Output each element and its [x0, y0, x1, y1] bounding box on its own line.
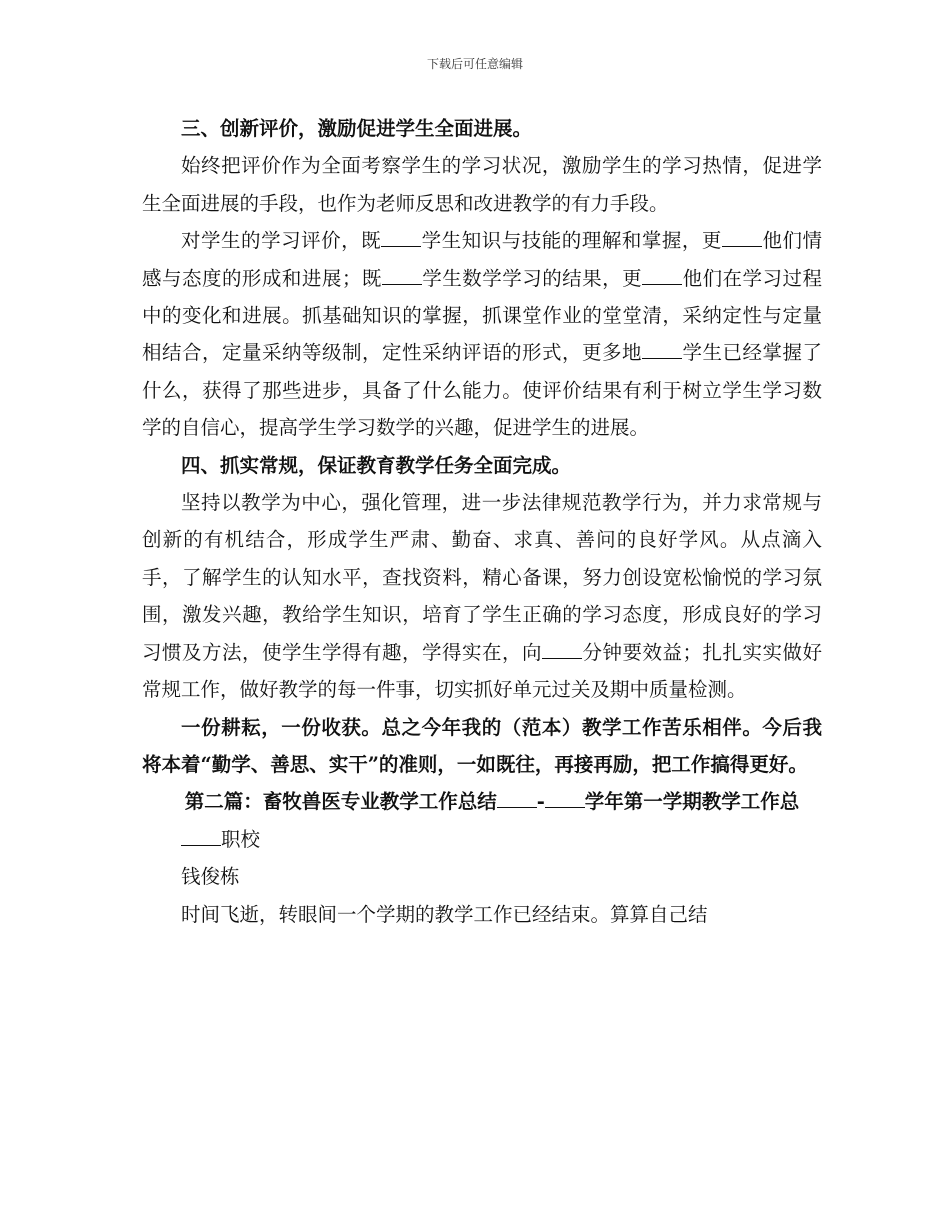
- fill-blank: [497, 790, 537, 809]
- section-4-paragraph-1: [142, 484, 822, 708]
- text-run: 学生知识与技能的理解和掌握，更: [421, 229, 722, 253]
- fill-blank: [542, 640, 582, 659]
- page-header: 下载后可任意编辑: [426, 57, 523, 71]
- fill-blank: [181, 827, 221, 846]
- fill-blank: [381, 229, 421, 248]
- section-3-heading: 三、创新评价，激励促进学生全面进展。: [181, 117, 533, 140]
- fill-blank: [382, 266, 422, 285]
- school-name: 职校: [220, 827, 260, 851]
- text-run: 学生数学学习的结果，更: [421, 266, 643, 290]
- fill-blank: [545, 790, 585, 809]
- text-run: 对学生的学习评价，既: [181, 229, 382, 253]
- document-body: [142, 110, 822, 933]
- title-text: 第二篇：畜牧兽医专业教学工作总结: [184, 790, 497, 814]
- closing-paragraph: 一份耕耘，一份收获。总之今年我的（范本）教学工作苦乐相伴。今后我将本着“勤学、善思、实干”的准则，一如既往，再接再励，把工作搞得更好。: [142, 715, 822, 776]
- section-3-paragraph-2: [142, 222, 822, 446]
- title-text: 学年第一学期教学工作总: [584, 790, 800, 814]
- part-2-title: [142, 783, 822, 820]
- fill-blank: [642, 266, 682, 285]
- text-run: 学生已经掌握了什么，获得了那些进步，具备了什么能力。使评价结果有利于树立学生学习数学的自信心，提高学生学习数学的兴趣，促进学生的进展。: [142, 341, 822, 440]
- fill-blank: [722, 229, 762, 248]
- text-run: 他们在学习过程中的变化和进展。抓基础知识的掌握，抓课堂作业的堂堂清，采纳定性与定量相结合，定量采纳等级制，定性采纳评语的形式，更多地: [142, 266, 822, 365]
- fill-blank: [642, 341, 682, 360]
- text-run: 坚持以教学为中心，强化管理，进一步法律规范教学行为，并力求常规与创新的有机结合，形成学生严肃、勤奋、求真、善问的良好学风。从点滴入手，了解学生的认知水平，查找资料，精心备课，努力创设宽松愉悦的学习氛围，激发兴趣，教给学生知识，培育了学生正确的学习态度，形成良好的学习习惯及方法，使学生学得有趣，学得实在，向: [142, 491, 822, 664]
- intro-line: 时间飞逝，转眼间一个学期的教学工作已经结束。算算自己结: [181, 902, 708, 926]
- section-3-paragraph-1: 始终把评价作为全面考察学生的学习状况，激励学生的学习热情，促进学生全面进展的手段，也作为老师反思和改进教学的有力手段。: [142, 154, 822, 215]
- text-run: 分钟要效益；扎扎实实做好常规工作，做好教学的每一件事，切实抓好单元过关及期中质量检测。: [142, 640, 822, 702]
- section-4-heading: 四、抓实常规，保证教育教学任务全面完成。: [181, 453, 572, 477]
- school-line: [142, 821, 822, 858]
- text-run: 他们情感与态度的形成和进展；既: [142, 229, 822, 290]
- title-dash: -: [536, 790, 545, 814]
- author-line: 钱俊栋: [181, 865, 240, 889]
